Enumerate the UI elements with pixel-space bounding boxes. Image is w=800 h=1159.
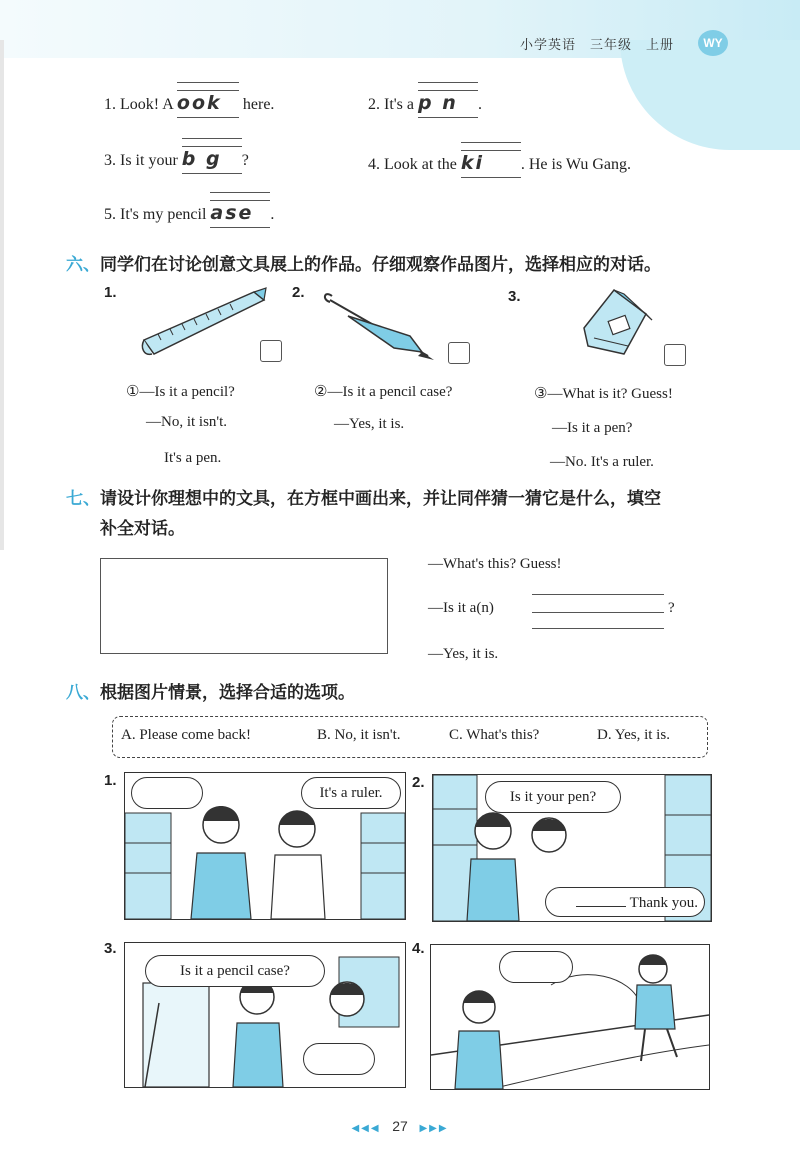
options-box — [112, 716, 708, 758]
option-c: C. What's this? — [449, 727, 540, 743]
section-8-title: 八、根据图片情景，选择合适的选项。 — [66, 683, 355, 703]
dialog-1-line-2: —No, it isn't. — [146, 414, 228, 430]
umbrella-pen-illustration — [318, 286, 442, 364]
question-5: 5. It's my pencil ase . — [104, 202, 274, 224]
page-footer — [0, 1118, 800, 1134]
page-edge — [0, 40, 4, 550]
dialog-3-line-1: ③—What is it? Guess! — [534, 386, 673, 402]
answer-checkbox[interactable] — [664, 344, 686, 366]
option-b: B. No, it isn't. — [317, 727, 401, 743]
writing-line[interactable] — [532, 612, 664, 613]
speech-bubble-empty[interactable] — [499, 951, 573, 983]
dialog-3-line-2: —Is it a pen? — [552, 420, 633, 436]
dialog-3-line-3: —No. It's a ruler. — [550, 454, 654, 470]
comic-panel-4 — [430, 944, 710, 1090]
question-2: 2. It's a p n . — [368, 92, 482, 114]
header-wave — [620, 40, 800, 150]
handwritten-answer: ook — [176, 92, 222, 114]
dialog-2-line-1: ②—Is it a pencil case? — [314, 384, 453, 400]
s7-question-mark: ? — [668, 600, 675, 616]
answer-blank — [177, 92, 239, 114]
question-3: 3. Is it your b g ? — [104, 148, 249, 170]
section-7-title-cont: 补全对话。 — [100, 519, 185, 539]
section-7-title: 七、请设计你理想中的文具，在方框中画出来，并让同伴猜一猜它是什么，填空 — [66, 489, 661, 509]
edition-badge: WY — [698, 30, 728, 56]
answer-checkbox[interactable] — [448, 342, 470, 364]
answer-checkbox[interactable] — [260, 340, 282, 362]
item-label: 1. — [104, 284, 117, 301]
page-number: 27 — [392, 1118, 408, 1134]
option-d: D. Yes, it is. — [597, 727, 670, 743]
section-6-title: 六、同学们在讨论创意文具展上的作品。仔细观察作品图片，选择相应的对话。 — [66, 255, 661, 275]
comic-panel-3 — [124, 942, 406, 1088]
right-arrows-icon: ▶▶▶ — [419, 1123, 449, 1134]
speech-bubble-empty[interactable] — [131, 777, 203, 809]
speech-bubble-with-blank[interactable]: Thank you. — [545, 887, 705, 917]
answer-blank — [182, 148, 242, 170]
speech-bubble: It's a ruler. — [301, 777, 401, 809]
answer-blank — [210, 202, 270, 224]
pencil-case-illustration — [574, 284, 656, 364]
answer-blank — [461, 152, 521, 174]
panel-number: 2. — [412, 774, 425, 791]
panel-number: 3. — [104, 940, 117, 957]
drawing-box[interactable] — [100, 558, 388, 654]
dialog-2-line-2: —Yes, it is. — [334, 416, 405, 432]
question-4: 4. Look at the ki . He is Wu Gang. — [368, 152, 631, 174]
panel-number: 1. — [104, 772, 117, 789]
book-title: 小学英语 三年级 上册 — [520, 38, 675, 53]
handwritten-answer: p n — [417, 92, 458, 114]
left-arrows-icon: ◀◀◀ — [351, 1123, 381, 1134]
writing-line — [532, 628, 664, 629]
handwritten-answer: b g — [181, 148, 222, 170]
speech-bubble-empty[interactable] — [303, 1043, 375, 1075]
handwritten-answer: ase — [210, 202, 254, 224]
answer-blank — [418, 92, 478, 114]
panel-number: 4. — [412, 940, 425, 957]
speech-bubble: Is it your pen? — [485, 781, 621, 813]
dialog-1-line-1: ①—Is it a pencil? — [126, 384, 235, 400]
answer-blank[interactable] — [576, 906, 626, 907]
question-1: 1. Look! A ook here. — [104, 92, 274, 114]
handwritten-answer: ki — [460, 152, 485, 174]
comic-panel-2 — [432, 774, 712, 922]
dialog-1-line-3: It's a pen. — [164, 450, 222, 466]
s7-line-3: —Yes, it is. — [428, 646, 499, 662]
s7-line-2: —Is it a(n) — [428, 600, 494, 616]
writing-line — [532, 594, 664, 595]
ruler-pen-illustration — [138, 284, 268, 360]
comic-panel-1 — [124, 772, 406, 920]
option-a: A. Please come back! — [121, 727, 251, 743]
item-label: 3. — [508, 288, 521, 305]
item-label: 2. — [292, 284, 305, 301]
s7-line-1: —What's this? Guess! — [428, 556, 562, 572]
speech-bubble: Is it a pencil case? — [145, 955, 325, 987]
